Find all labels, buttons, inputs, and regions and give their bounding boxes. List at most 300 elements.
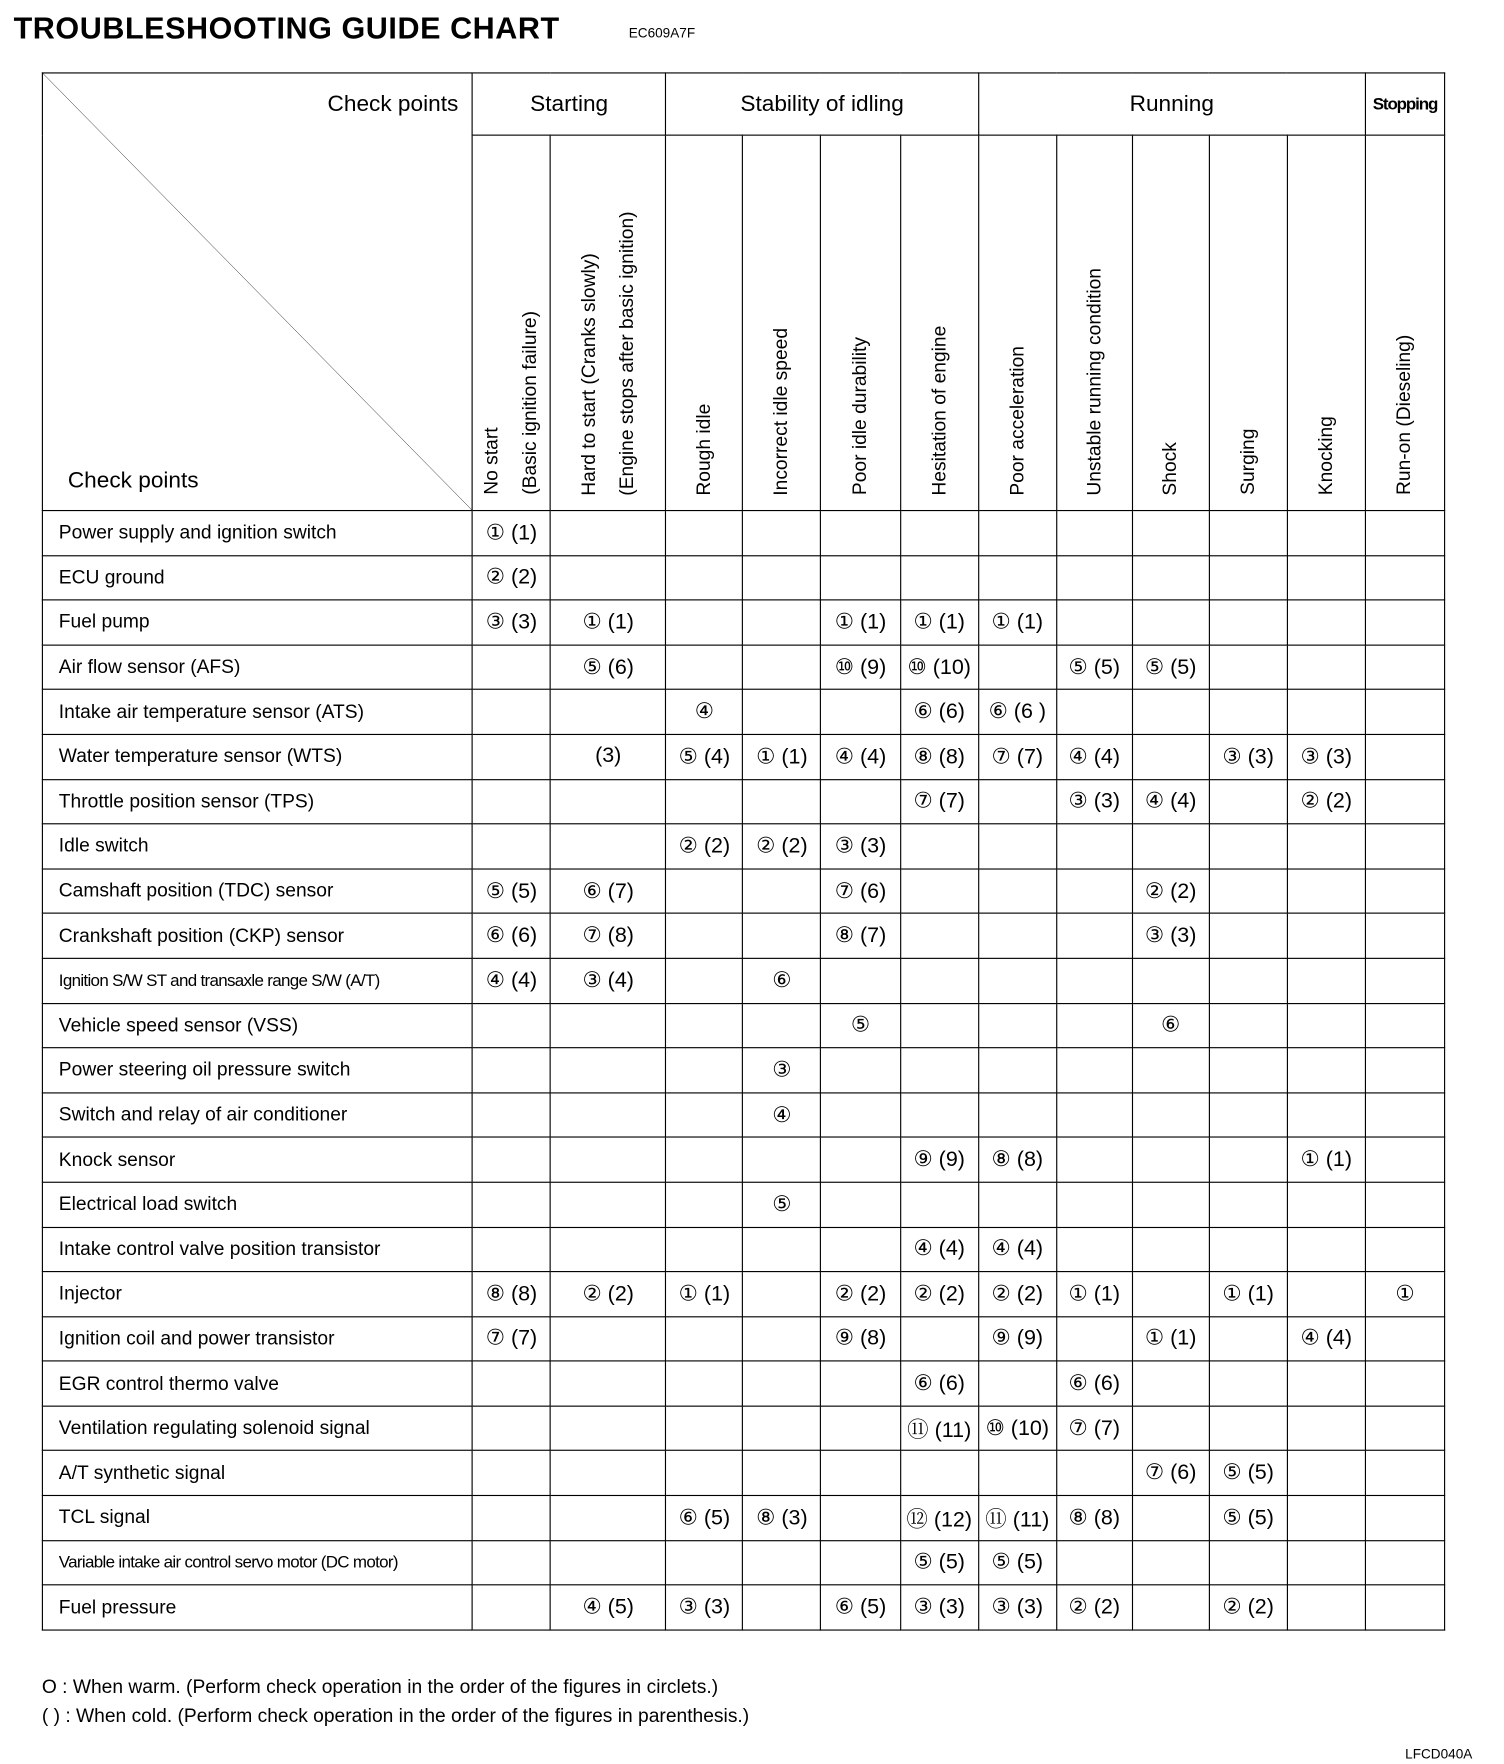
check-order-cell [978, 555, 1056, 600]
check-order-cell [743, 690, 821, 735]
check-order-cell: ③ (3) [900, 1585, 978, 1630]
check-order-cell: ① (1) [472, 511, 550, 556]
check-point-label: A/T synthetic signal [42, 1451, 472, 1496]
check-order-cell: ① [1365, 1272, 1444, 1317]
check-point-label: Knock sensor [42, 1137, 472, 1182]
check-order-cell [1056, 1003, 1132, 1048]
check-order-cell [900, 958, 978, 1003]
check-order-cell [1056, 1182, 1132, 1227]
symptom-column-header [978, 135, 1056, 510]
check-order-cell [551, 824, 666, 869]
check-order-cell [1209, 1003, 1287, 1048]
symptom-label-line1: No start [480, 427, 503, 496]
check-order-cell [1287, 690, 1365, 735]
check-order-cell: ⑨ (9) [900, 1137, 978, 1182]
check-order-cell [1132, 734, 1209, 779]
table-row [42, 511, 1444, 556]
check-order-cell: ① (1) [666, 1272, 743, 1317]
check-order-cell: ② (2) [978, 1272, 1056, 1317]
check-order-cell [1056, 511, 1132, 556]
check-order-cell [472, 1048, 550, 1093]
check-order-cell [666, 555, 743, 600]
check-order-cell: ② (2) [666, 824, 743, 869]
check-order-cell [1287, 511, 1365, 556]
check-order-cell: ④ [743, 1093, 821, 1138]
check-order-cell [1365, 511, 1444, 556]
check-order-cell: ⑩ (10) [978, 1406, 1056, 1451]
check-order-cell: ① (1) [900, 600, 978, 645]
check-order-cell: ⑧ (8) [978, 1137, 1056, 1182]
check-order-cell [472, 734, 550, 779]
check-order-cell [666, 645, 743, 690]
table-row [42, 869, 1444, 914]
check-order-cell [900, 1182, 978, 1227]
symptom-column-header [1132, 135, 1209, 510]
check-order-cell [900, 1451, 978, 1496]
check-order-cell [978, 779, 1056, 824]
check-order-cell: ① (1) [1056, 1272, 1132, 1317]
check-order-cell: ④ (4) [1287, 1316, 1365, 1361]
check-order-cell [1287, 824, 1365, 869]
check-order-cell: ⑤ [743, 1182, 821, 1227]
symptom-label-line1: Knocking [1314, 416, 1337, 496]
check-order-cell [472, 1496, 550, 1541]
check-order-cell [1209, 1182, 1287, 1227]
check-order-cell [666, 1406, 743, 1451]
check-order-cell: ⑪ (11) [900, 1406, 978, 1451]
check-order-cell [1365, 958, 1444, 1003]
check-order-cell [1287, 869, 1365, 914]
check-point-label: ECU ground [42, 555, 472, 600]
check-order-cell [551, 1093, 666, 1138]
check-order-cell: ⑥ [743, 958, 821, 1003]
check-order-cell [1287, 1361, 1365, 1406]
check-order-cell [1287, 1496, 1365, 1541]
group-header-starting: Starting [472, 73, 665, 135]
check-order-cell [1365, 1003, 1444, 1048]
check-order-cell [472, 779, 550, 824]
check-order-cell: ⑤ (5) [1209, 1496, 1287, 1541]
check-order-cell: ③ (3) [1132, 914, 1209, 959]
check-point-label: Air flow sensor (AFS) [42, 645, 472, 690]
check-point-label: Electrical load switch [42, 1182, 472, 1227]
symptom-column-header [472, 135, 550, 510]
check-order-cell [1056, 1540, 1132, 1585]
check-order-cell [821, 1182, 900, 1227]
symptom-column-header [743, 135, 821, 510]
check-order-cell: ⑦ (8) [551, 914, 666, 959]
symptom-column-header [1365, 135, 1444, 510]
check-order-cell [1365, 734, 1444, 779]
check-order-cell: ⑥ (6) [1056, 1361, 1132, 1406]
check-order-cell [1365, 1496, 1444, 1541]
check-order-cell [1365, 1227, 1444, 1272]
check-order-cell [472, 690, 550, 735]
check-order-cell: ① (1) [821, 600, 900, 645]
check-order-cell [1056, 690, 1132, 735]
table-row [42, 1451, 1444, 1496]
table-row [42, 824, 1444, 869]
table-row [42, 1406, 1444, 1451]
check-order-cell [743, 1361, 821, 1406]
check-order-cell [1287, 1048, 1365, 1093]
check-order-cell [1365, 1540, 1444, 1585]
check-order-cell [821, 779, 900, 824]
check-order-cell: ② (2) [1209, 1585, 1287, 1630]
diagonal-line [43, 74, 472, 510]
check-order-cell: ⑦ (7) [900, 779, 978, 824]
check-point-label: Variable intake air control servo motor (DC motor) [42, 1540, 472, 1585]
check-order-cell [472, 824, 550, 869]
symptom-label-line1: Hesitation of engine [927, 325, 950, 496]
check-order-cell [1132, 1540, 1209, 1585]
check-order-cell [1056, 1137, 1132, 1182]
table-row [42, 1182, 1444, 1227]
check-point-label: TCL signal [42, 1496, 472, 1541]
check-order-cell: ③ (3) [1287, 734, 1365, 779]
check-order-cell [900, 1003, 978, 1048]
check-order-cell [666, 1361, 743, 1406]
check-point-label: Power supply and ignition switch [42, 511, 472, 556]
check-order-cell: ④ (4) [978, 1227, 1056, 1272]
check-order-cell: ③ (3) [1056, 779, 1132, 824]
check-order-cell [551, 1048, 666, 1093]
check-order-cell [1287, 645, 1365, 690]
check-order-cell [1287, 1003, 1365, 1048]
check-order-cell [1056, 958, 1132, 1003]
check-point-label: Ventilation regulating solenoid signal [42, 1406, 472, 1451]
check-order-cell [666, 1137, 743, 1182]
symptom-label-line1: Shock [1159, 441, 1181, 496]
symptom-label-line1: Poor acceleration [1005, 345, 1028, 496]
check-order-cell [666, 1451, 743, 1496]
check-point-label: Idle switch [42, 824, 472, 869]
check-order-cell [1287, 1227, 1365, 1272]
check-order-cell: ⑦ (6) [1132, 1451, 1209, 1496]
check-order-cell: ⑫ (12) [900, 1496, 978, 1541]
check-point-label: Throttle position sensor (TPS) [42, 779, 472, 824]
check-order-cell [743, 1585, 821, 1630]
check-order-cell [743, 1316, 821, 1361]
check-order-cell [743, 1137, 821, 1182]
check-order-cell [978, 645, 1056, 690]
check-order-cell [743, 1406, 821, 1451]
check-order-cell [1132, 1093, 1209, 1138]
check-order-cell [1132, 1406, 1209, 1451]
check-point-label: Camshaft position (TDC) sensor [42, 869, 472, 914]
check-order-cell [472, 645, 550, 690]
check-order-cell [1365, 690, 1444, 735]
check-order-cell: ⑦ (7) [472, 1316, 550, 1361]
check-order-cell [821, 511, 900, 556]
symptom-label-line1: Hard to start (Cranks slowly) [577, 252, 600, 496]
check-order-cell [743, 600, 821, 645]
symptom-label-line1: Run-on (Dieseling) [1393, 335, 1416, 496]
check-order-cell [978, 958, 1056, 1003]
symptom-label [473, 312, 550, 505]
check-order-cell [1132, 690, 1209, 735]
symptom-column-header [900, 135, 978, 510]
check-order-cell [1209, 645, 1287, 690]
symptom-column-header [551, 135, 666, 510]
check-order-cell [666, 958, 743, 1003]
symptom-label [570, 211, 647, 504]
check-order-cell: ③ (3) [978, 1585, 1056, 1630]
check-order-cell [743, 511, 821, 556]
check-order-cell: ② (2) [900, 1272, 978, 1317]
check-order-cell: ④ (4) [472, 958, 550, 1003]
check-order-cell [1287, 1540, 1365, 1585]
check-order-cell [900, 511, 978, 556]
check-order-cell [472, 1093, 550, 1138]
check-order-cell [472, 1451, 550, 1496]
check-order-cell [666, 1048, 743, 1093]
check-order-cell: ⑤ (5) [1056, 645, 1132, 690]
check-point-label: Crankshaft position (CKP) sensor [42, 914, 472, 959]
symptom-label [685, 403, 723, 504]
check-order-cell [1365, 1316, 1444, 1361]
symptom-label-line2: (Basic ignition failure) [519, 311, 541, 496]
symptom-column-header [1209, 135, 1287, 510]
check-order-cell [551, 1406, 666, 1451]
check-order-cell: ④ (4) [1132, 779, 1209, 824]
check-order-cell: ⑦ (7) [978, 734, 1056, 779]
check-order-cell [743, 1451, 821, 1496]
table-row [42, 1496, 1444, 1541]
symptom-label [998, 346, 1036, 505]
check-order-cell [743, 779, 821, 824]
symptom-label [1075, 268, 1113, 505]
check-order-cell [551, 1137, 666, 1182]
check-order-cell [551, 1540, 666, 1585]
legend-warm: O : When warm. (Perform check operation in the order of the figures in circlets.) [41, 1675, 719, 1698]
check-order-cell: ⑪ (11) [978, 1496, 1056, 1541]
check-order-cell: ⑤ (5) [978, 1540, 1056, 1585]
check-order-cell: ③ (3) [821, 824, 900, 869]
check-order-cell [743, 555, 821, 600]
check-order-cell [551, 1182, 666, 1227]
check-order-cell: ③ (3) [472, 600, 550, 645]
check-order-cell: ④ (4) [1056, 734, 1132, 779]
table-row [42, 914, 1444, 959]
check-order-cell [1209, 1093, 1287, 1138]
check-order-cell [551, 555, 666, 600]
check-order-cell [1287, 600, 1365, 645]
check-order-cell [1132, 1182, 1209, 1227]
check-order-cell [1209, 511, 1287, 556]
check-order-cell [551, 1496, 666, 1541]
check-order-cell [1209, 600, 1287, 645]
check-point-label: EGR control thermo valve [42, 1361, 472, 1406]
check-order-cell [1365, 1182, 1444, 1227]
symptom-label [1229, 429, 1267, 504]
check-order-cell [978, 511, 1056, 556]
group-header-stopping: Stopping [1365, 73, 1444, 135]
check-order-cell [821, 1093, 900, 1138]
check-order-cell: ③ (3) [1209, 734, 1287, 779]
check-order-cell: ⑤ (5) [472, 869, 550, 914]
figure-code: LFCD040A [1405, 1745, 1473, 1762]
check-order-cell [978, 914, 1056, 959]
check-order-cell: ④ [666, 690, 743, 735]
symptom-label-line1: Poor idle durability [849, 337, 871, 496]
check-order-cell [1365, 779, 1444, 824]
check-order-cell [900, 824, 978, 869]
table-row [42, 734, 1444, 779]
check-order-cell [1056, 1093, 1132, 1138]
check-order-cell [900, 1048, 978, 1093]
check-order-cell [1209, 869, 1287, 914]
table-row [42, 1093, 1444, 1138]
check-order-cell [1209, 779, 1287, 824]
check-order-cell: ⑩ (10) [900, 645, 978, 690]
check-order-cell [1287, 914, 1365, 959]
check-order-cell [1287, 958, 1365, 1003]
check-order-cell [551, 690, 666, 735]
check-point-label: Water temperature sensor (WTS) [42, 734, 472, 779]
check-order-cell [551, 1316, 666, 1361]
check-order-cell: ⑥ (6 ) [978, 690, 1056, 735]
check-order-cell [666, 1093, 743, 1138]
check-order-cell [821, 555, 900, 600]
check-order-cell [1365, 600, 1444, 645]
check-order-cell [1132, 600, 1209, 645]
group-header-running: Running [978, 73, 1365, 135]
doc-code: EC609A7F [628, 24, 696, 41]
check-order-cell [821, 1048, 900, 1093]
check-point-label: Intake control valve position transistor [42, 1227, 472, 1272]
check-order-cell [821, 958, 900, 1003]
check-order-cell: ① (1) [978, 600, 1056, 645]
check-point-label: Power steering oil pressure switch [42, 1048, 472, 1093]
check-order-cell [1287, 1406, 1365, 1451]
check-order-cell: ⑥ (6) [900, 690, 978, 735]
check-order-cell [1056, 1316, 1132, 1361]
check-order-cell [1209, 1316, 1287, 1361]
check-order-cell: ② (2) [821, 1272, 900, 1317]
check-order-cell: ⑤ (4) [666, 734, 743, 779]
check-order-cell: ⑤ [821, 1003, 900, 1048]
check-order-cell [1209, 1137, 1287, 1182]
symptom-label-line2: (Engine stops after basic ignition) [616, 211, 638, 496]
check-order-cell [821, 1496, 900, 1541]
check-order-cell [743, 1272, 821, 1317]
table-row [42, 1361, 1444, 1406]
page-title: TROUBLESHOOTING GUIDE CHART [13, 11, 560, 46]
check-order-cell [1365, 1406, 1444, 1451]
check-points-column-label: Check points [327, 91, 459, 117]
check-order-cell: ⑥ (7) [551, 869, 666, 914]
check-order-cell [1365, 824, 1444, 869]
check-order-cell [666, 600, 743, 645]
check-order-cell: ① (1) [1209, 1272, 1287, 1317]
check-order-cell [821, 1361, 900, 1406]
check-order-cell: ② (2) [472, 555, 550, 600]
check-order-cell [1132, 1227, 1209, 1272]
check-order-cell [743, 1003, 821, 1048]
corner-header [42, 73, 472, 511]
check-order-cell [1287, 555, 1365, 600]
check-point-label: Injector [42, 1272, 472, 1317]
check-order-cell [551, 1361, 666, 1406]
check-order-cell [978, 1003, 1056, 1048]
check-point-label: Ignition coil and power transistor [42, 1316, 472, 1361]
symptom-column-header [1287, 135, 1365, 510]
symptom-label-line1: Rough idle [693, 403, 715, 496]
check-order-cell: ⑤ (5) [900, 1540, 978, 1585]
check-point-label: Fuel pump [42, 600, 472, 645]
check-order-cell [1056, 914, 1132, 959]
check-order-cell: ⑨ (9) [978, 1316, 1056, 1361]
check-order-cell [551, 779, 666, 824]
check-order-cell [978, 1361, 1056, 1406]
legend-cold: ( ) : When cold. (Perform check operation in the order of the figures in parenthesis.) [41, 1705, 750, 1727]
check-order-cell [472, 1137, 550, 1182]
check-order-cell [821, 1540, 900, 1585]
check-order-cell [472, 1227, 550, 1272]
check-order-cell [1287, 1093, 1365, 1138]
symptom-label [841, 337, 879, 504]
check-order-cell: ⑥ (6) [900, 1361, 978, 1406]
check-order-cell [1132, 1048, 1209, 1093]
check-order-cell: ⑤ (5) [1209, 1451, 1287, 1496]
check-order-cell: ⑦ (6) [821, 869, 900, 914]
check-point-label: Fuel pressure [42, 1585, 472, 1630]
check-order-cell [1056, 869, 1132, 914]
check-point-label: Ignition S/W ST and transaxle range S/W (A/T) [42, 958, 472, 1003]
check-order-cell: ③ [743, 1048, 821, 1093]
check-order-cell [472, 1540, 550, 1585]
check-point-label: Vehicle speed sensor (VSS) [42, 1003, 472, 1048]
check-order-cell: ① (1) [551, 600, 666, 645]
symptom-label [1307, 416, 1345, 504]
check-order-cell [821, 1451, 900, 1496]
check-order-cell [1209, 824, 1287, 869]
check-order-cell [1365, 1451, 1444, 1496]
check-order-cell [821, 690, 900, 735]
check-order-cell: ⑥ (5) [821, 1585, 900, 1630]
symptom-label [920, 325, 958, 504]
check-order-cell [1056, 1227, 1132, 1272]
symptom-label [1151, 442, 1189, 504]
check-order-cell [1365, 1137, 1444, 1182]
table-row [42, 958, 1444, 1003]
table-row [42, 1048, 1444, 1093]
check-order-cell: ③ (3) [666, 1585, 743, 1630]
check-order-cell [551, 1227, 666, 1272]
check-order-cell [472, 1585, 550, 1630]
check-order-cell [1365, 869, 1444, 914]
check-order-cell [1056, 555, 1132, 600]
check-order-cell: ① (1) [743, 734, 821, 779]
check-order-cell [666, 1003, 743, 1048]
table-row [42, 1316, 1444, 1361]
check-order-cell: ④ (4) [821, 734, 900, 779]
symptom-label-line1: Incorrect idle speed [770, 327, 793, 496]
check-order-cell [472, 1406, 550, 1451]
check-order-cell [1056, 824, 1132, 869]
symptom-column-header [821, 135, 900, 510]
check-order-cell [1365, 1048, 1444, 1093]
check-order-cell [1209, 958, 1287, 1003]
check-order-cell: ① (1) [1287, 1137, 1365, 1182]
check-order-cell: ④ (4) [900, 1227, 978, 1272]
check-order-cell [978, 869, 1056, 914]
check-order-cell [666, 1316, 743, 1361]
check-order-cell [1132, 1361, 1209, 1406]
check-order-cell: ② (2) [743, 824, 821, 869]
check-order-cell [1209, 1227, 1287, 1272]
